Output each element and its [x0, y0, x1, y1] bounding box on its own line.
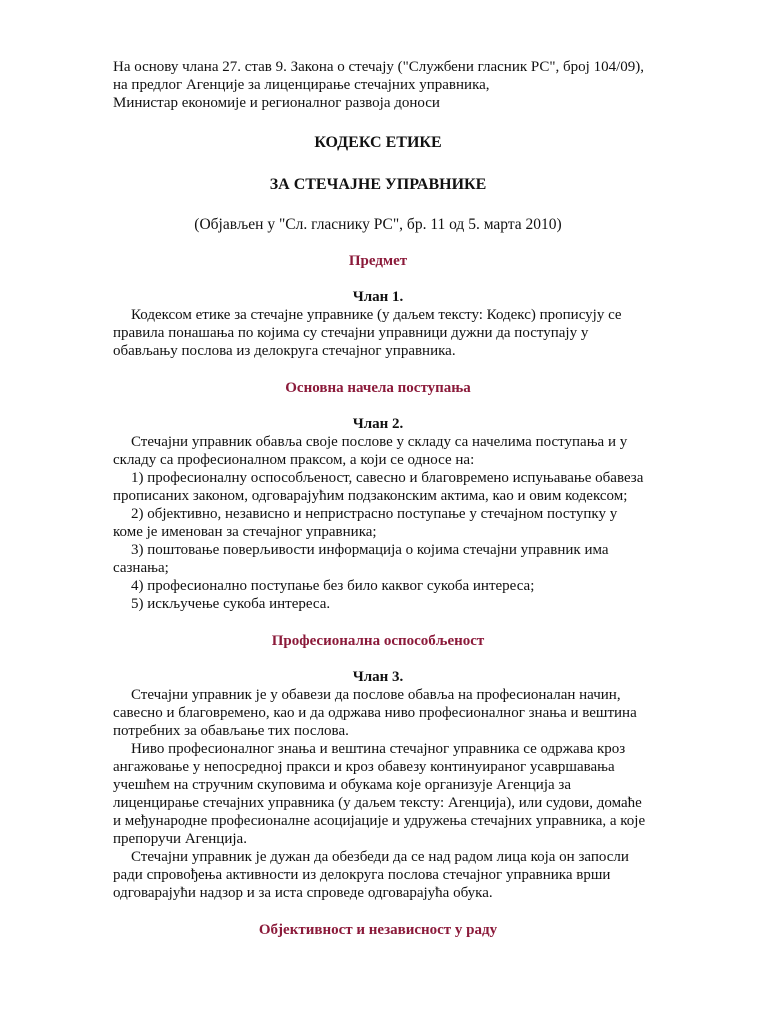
body-line: Кодексом етике за стечајне управнике (у даљем тексту: Кодекс) прописују се: [131, 307, 622, 323]
body-line: учешћем на стручним скуповима и обукама које организује Агенција за: [113, 777, 571, 793]
body-line: правила понашања по којима су стечајни управници дужни да поступају у: [113, 325, 589, 341]
preamble-line: На основу члана 27. став 9. Закона о стечају ("Службени гласник РС", број 104/09),: [113, 59, 644, 75]
article-number: Члан 1.: [352, 289, 404, 305]
article-number: Члан 3.: [352, 669, 404, 685]
body-line: обављању послова из делокруга стечајног управника.: [113, 343, 456, 359]
body-line: потребних за обављање тих послова.: [113, 723, 349, 739]
body-line: 3) поштовање поверљивости информација о којима стечајни управник има: [131, 542, 609, 558]
body-line: складу са професионалном праксом, а који се односе на:: [113, 452, 475, 468]
section-heading: Основна начела поступања: [285, 380, 471, 396]
body-line: одговарајући надзор и за иста спроведе одговарајућа обука.: [113, 885, 493, 901]
body-line: Стечајни управник обавља своје послове у складу са начелима поступања и у: [131, 434, 628, 450]
body-line: прописаних законом, одговарајућим подзаконским актима, као и овим кодексом;: [113, 488, 628, 504]
section-heading: Предмет: [348, 253, 408, 269]
body-line: 4) професионално поступање без било каквог сукоба интереса;: [131, 578, 535, 594]
body-line: 1) професионалну оспособљеност, савесно и благовремено испуњавање обавеза: [131, 470, 644, 486]
section-heading: Професионална оспособљеност: [271, 633, 485, 649]
document-title: КОДЕКС ЕТИКЕ: [314, 134, 442, 151]
body-line: коме је именован за стечајног управника;: [113, 524, 377, 540]
preamble-line: Министар економије и регионалног развоја доноси: [113, 95, 440, 111]
body-line: ради спровођења активности из делокруга послова стечајног управника врши: [113, 867, 611, 883]
body-line: препоручи Агенција.: [113, 831, 247, 847]
body-line: Стечајни управник је у обавези да послове обавља на професионалан начин,: [131, 687, 621, 703]
body-line: и међународне професионалне асоцијације и удружења стечајних управника, а које: [113, 813, 646, 829]
article-body: [113, 433, 643, 613]
article-body: [113, 686, 646, 902]
body-line: 2) објективно, независно и непристрасно поступање у стечајном поступку у: [131, 506, 618, 522]
body-line: сазнања;: [113, 560, 169, 576]
body-line: Стечајни управник је дужан да обезбеди да се над радом лица која он запосли: [131, 849, 629, 865]
body-line: ангажовање у непосредној пракси и кроз обавезу континуираног усавршавања: [113, 759, 615, 775]
body-line: савесно и благовремено, као и да одржава ниво професионалног знања и вештина: [113, 705, 637, 721]
preamble: [113, 58, 643, 112]
article-number: Члан 2.: [352, 416, 404, 432]
section-heading: Објективност и независност у раду: [258, 922, 498, 938]
body-line: 5) искључење сукоба интереса.: [131, 596, 331, 612]
preamble-line: на предлог Агенције за лиценцирање стечајних управника,: [113, 77, 490, 93]
article-body: [113, 306, 643, 360]
body-line: лиценцирање стечајних управника (у даљем тексту: Агенција), или судови, домаће: [113, 795, 642, 811]
body-line: Ниво професионалног знања и вештина стечајног управника се одржава кроз: [131, 741, 626, 757]
publication-note: (Објављен у "Сл. гласнику РС", бр. 11 од 5. марта 2010): [194, 216, 562, 233]
document-page: [113, 58, 646, 939]
document-subtitle: ЗА СТЕЧАЈНЕ УПРАВНИКЕ: [269, 176, 487, 193]
